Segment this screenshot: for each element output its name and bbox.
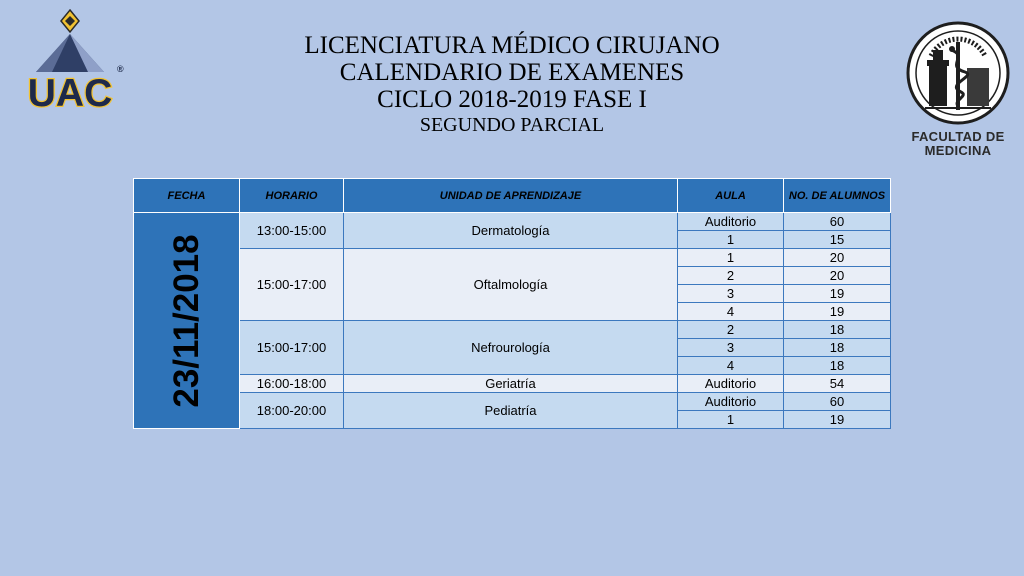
table-header-row: [134, 179, 891, 213]
alumnos-cell: 54: [784, 375, 891, 393]
alumnos-cell: 18: [784, 321, 891, 339]
aula-cell: 4: [678, 357, 784, 375]
facultad-medicina-logo: [902, 20, 1014, 160]
aula-cell: 1: [678, 411, 784, 429]
subtitle: SEGUNDO PARCIAL: [419, 114, 605, 136]
uac-logo: [18, 8, 130, 114]
medicine-seal-icon: [905, 20, 1011, 126]
unidad-cell: Dermatología: [344, 213, 678, 249]
date-cell: [134, 213, 240, 429]
aula-cell: 4: [678, 303, 784, 321]
aula-cell: Auditorio: [678, 213, 784, 231]
unidad-cell: Nefrourología: [344, 321, 678, 375]
alumnos-cell: 18: [784, 339, 891, 357]
title-line-3: CICLO 2018-2019 FASE I: [377, 86, 647, 113]
alumnos-cell: 20: [784, 267, 891, 285]
alumnos-cell: 19: [784, 411, 891, 429]
alumnos-cell: 19: [784, 303, 891, 321]
exam-date: 23/11/2018: [166, 233, 206, 408]
table-row: [134, 375, 891, 393]
header-aula: AULA: [678, 179, 784, 213]
unidad-cell: Geriatría: [344, 375, 678, 393]
table-row: [134, 213, 891, 231]
alumnos-cell: 15: [784, 231, 891, 249]
horario-cell: 16:00-18:00: [240, 375, 344, 393]
table-row: [134, 393, 891, 411]
aula-cell: 1: [678, 231, 784, 249]
horario-cell: 13:00-15:00: [240, 213, 344, 249]
uac-logo-text: UAC: [27, 72, 113, 114]
alumnos-cell: 19: [784, 285, 891, 303]
aula-cell: Auditorio: [678, 393, 784, 411]
table-body: [134, 213, 891, 429]
aula-cell: 2: [678, 321, 784, 339]
alumnos-cell: 18: [784, 357, 891, 375]
header-horario: HORARIO: [240, 179, 344, 213]
registered-mark: ®: [117, 64, 124, 74]
facultad-medicina-name: [902, 130, 1014, 158]
unidad-cell: Oftalmología: [344, 249, 678, 321]
aula-cell: 3: [678, 339, 784, 357]
aula-cell: 3: [678, 285, 784, 303]
header-unidad: UNIDAD DE APRENDIZAJE: [344, 179, 678, 213]
header-fecha: FECHA: [134, 179, 240, 213]
exam-schedule-table: [133, 178, 891, 429]
title-block: [200, 32, 824, 137]
horario-cell: 15:00-17:00: [240, 249, 344, 321]
header-alumnos: NO. DE ALUMNOS: [784, 179, 891, 213]
table-row: [134, 321, 891, 339]
aula-cell: Auditorio: [678, 375, 784, 393]
title-line-1: LICENCIATURA MÉDICO CIRUJANO: [304, 32, 720, 59]
facultad-line-1: FACULTAD DE: [911, 129, 1005, 144]
facultad-line-2: MEDICINA: [924, 143, 992, 158]
table-row: [134, 249, 891, 267]
aula-cell: 2: [678, 267, 784, 285]
alumnos-cell: 60: [784, 213, 891, 231]
alumnos-cell: 60: [784, 393, 891, 411]
aula-cell: 1: [678, 249, 784, 267]
title-line-2: CALENDARIO DE EXAMENES: [339, 59, 685, 86]
horario-cell: 15:00-17:00: [240, 321, 344, 375]
unidad-cell: Pediatría: [344, 393, 678, 429]
alumnos-cell: 20: [784, 249, 891, 267]
horario-cell: 18:00-20:00: [240, 393, 344, 429]
